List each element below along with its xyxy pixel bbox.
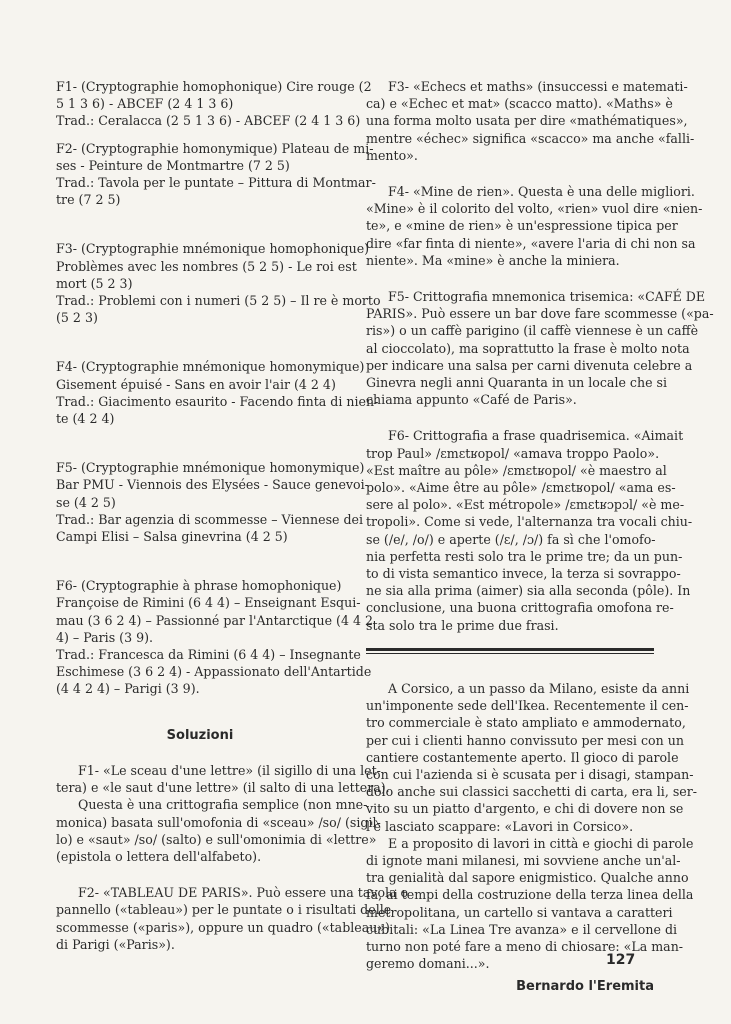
text-line: 4) – Paris (3 9). — [56, 629, 154, 645]
text-line: se (/e/, /o/) e aperte (/ɛ/, /ɔ/) fa sì che l'omofo- — [366, 531, 656, 547]
text-line: Problèmes avec les nombres (5 2 5) - Le roi est — [56, 258, 357, 274]
text-line: F6- Crittografia a frase quadrisemica. «Aimait — [388, 428, 684, 444]
text-line: scommesse («paris»), oppure un quadro («tableau») — [56, 919, 390, 935]
text-line: F2- «TABLEAU DE PARIS». Può essere una tavola o — [78, 885, 409, 901]
article-paragraph-1 — [366, 680, 698, 835]
text-line: sta solo tra le prime due frasi. — [366, 617, 559, 633]
author-signature: Bernardo l'Eremita — [516, 979, 654, 995]
text-line: pannello («tableau») per le puntate o i risultati delle — [56, 902, 392, 918]
text-line: mau (3 6 2 4) – Passionné par l'Antarctique (4 4 2 — [56, 612, 373, 628]
puzzle-f3 — [56, 240, 381, 326]
text-line: te (4 2 4) — [56, 411, 115, 427]
text-line: una forma molto usata per dire «mathématiques», — [366, 113, 688, 129]
text-line: con cui l'azienda si è scusata per i disagi, stampan- — [366, 766, 694, 782]
text-line: F5- Crittografia mnemonica trisemica: «CAFÉ DE — [388, 289, 706, 305]
text-line: chiama appunto «Café de Paris». — [366, 392, 577, 408]
text-line: monica) basata sull'omofonia di «sceau» /so/ (sigil- — [56, 814, 381, 830]
text-line: se (4 2 5) — [56, 494, 116, 510]
text-line: F5- (Cryptographie mnémonique homonymique) — [56, 460, 365, 476]
text-line: vito su un piatto d'argento, e chi di dovere non se — [366, 801, 684, 817]
text-line: F3- (Cryptographie mnémonique homophonique) — [56, 241, 370, 257]
text-line: mento». — [366, 147, 418, 163]
text-line: ca) e «Echec et mat» (scacco matto). «Maths» è — [366, 96, 673, 112]
puzzle-f5 — [56, 459, 369, 545]
text-line: mort (5 2 3) — [56, 275, 133, 291]
text-line: cubitali: «La Linea Tre avanza» e il cervellone di — [366, 921, 678, 937]
text-line: tra genialità dal sapore enigmistico. Qualche anno — [366, 870, 689, 886]
solution-f1 — [56, 762, 390, 865]
text-line: 5 1 3 6) - ABCEF (2 4 1 3 6) — [56, 96, 234, 112]
text-line: di ignote mani milanesi, mi sovviene anche un'al- — [366, 852, 681, 868]
puzzle-f1 — [56, 78, 372, 130]
text-line: Questa è una crittografia semplice (non mne- — [78, 797, 368, 813]
puzzle-f6 — [56, 577, 373, 697]
text-line: tropoli». Come si vede, l'alternanza tra vocali chiu- — [366, 514, 693, 530]
text-line: Trad.: Francesca da Rimini (6 4 4) – Insegnante — [56, 647, 361, 663]
text-line: A Corsico, a un passo da Milano, esiste da anni — [388, 680, 690, 696]
text-line: Campi Elisi – Salsa ginevrina (4 2 5) — [56, 529, 288, 545]
text-line: Gisement épuisé - Sans en avoir l'air (4 2 4) — [56, 376, 336, 392]
text-line: «Est maître au pôle» /ɛmɛtʁopol/ «è maestro al — [366, 462, 667, 478]
text-line: ne sia alla prima (aimer) sia alla seconda (pôle). In — [366, 583, 691, 599]
text-line: te», e «mine de rien» è un'espressione tipica per — [366, 218, 678, 234]
text-line: dire «far finta di niente», «avere l'aria di chi non sa — [366, 235, 696, 251]
text-line: E a proposito di lavori in città e giochi di parole — [388, 835, 694, 851]
text-line: nia perfetta resti solo tra le prime tre; da un pun- — [366, 548, 683, 564]
text-line: un'imponente sede dell'Ikea. Recentemente il cen- — [366, 698, 689, 714]
text-line: F1- (Cryptographie homophonique) Cire rouge (2 — [56, 79, 372, 94]
solution-f4 — [366, 183, 703, 269]
text-line: Trad.: Ceralacca (2 5 1 3 6) - ABCEF (2 4 1 3 6) — [56, 113, 361, 129]
section-divider — [366, 648, 654, 654]
text-line: Trad.: Tavola per le puntate – Pittura di Montmar- — [56, 175, 376, 191]
text-line: Ginevra negli anni Quaranta in un locale che si — [366, 375, 668, 391]
text-line: al cioccolato), ma soprattutto la frase è molto nota — [366, 340, 690, 356]
text-line: F2- (Cryptographie homonymique) Plateau de mi- — [56, 140, 374, 156]
text-line: ris») o un caffè parigino (il caffè viennese è un caffè — [366, 323, 699, 339]
text-line: mentre «échec» significa «scacco» ma anche «falli- — [366, 130, 695, 146]
solution-f3 — [366, 78, 695, 164]
text-line: per cui i clienti hanno convissuto per mesi con un — [366, 732, 684, 748]
text-line: cantiere costantemente aperto. Il gioco di parole — [366, 749, 679, 765]
text-line: «Mine» è il colorito del volto, «rien» vuol dire «nien- — [366, 201, 703, 217]
text-line: Bar PMU - Viennois des Elysées - Sauce genevoi- — [56, 477, 369, 493]
puzzle-f2 — [56, 140, 376, 209]
text-line: trop Paul» /ɛmɛtʁopol/ «amava troppo Paolo». — [366, 445, 660, 461]
text-line: Trad.: Problemi con i numeri (5 2 5) – Il re è morto — [56, 293, 381, 309]
right-column — [366, 78, 714, 996]
text-line: geremo domani...». — [366, 956, 490, 972]
text-line: F4- (Cryptographie mnémonique homonymique) — [56, 359, 365, 375]
text-line: F6- (Cryptographie à phrase homophonique) — [56, 578, 342, 594]
text-line: conclusione, una buona crittografia omofona re- — [366, 600, 674, 616]
text-line: fa, ai tempi della costruzione della terza linea della — [366, 887, 694, 903]
text-line: dolo anche sui classici sacchetti di carta, era li, ser- — [366, 784, 698, 800]
text-line: per indicare una salsa per carni divenuta celebre a — [366, 357, 693, 373]
text-line: Trad.: Bar agenzia di scommesse – Viennese dei — [56, 511, 364, 527]
text-line: l'è lasciato scappare: «Lavori in Corsico». — [366, 818, 634, 834]
text-line: Trad.: Giacimento esaurito - Facendo finta di nien- — [56, 393, 379, 409]
text-line: Eschimese (3 6 2 4) - Appassionato dell'Antartide — [56, 664, 372, 680]
text-line: sere al polo». «Est métropole» /ɛmɛtʁɔpɔl/ «è me- — [366, 497, 685, 513]
text-line: (5 2 3) — [56, 310, 98, 326]
text-line: (epistola o lettera dell'alfabeto). — [56, 848, 262, 864]
text-line: metropolitana, un cartello si vantava a caratteri — [366, 904, 673, 920]
solutions-heading: Soluzioni — [166, 727, 234, 743]
solution-f6 — [366, 427, 693, 633]
text-line: turno non poté fare a meno di chiosare: «La man- — [366, 938, 684, 954]
text-line: tre (7 2 5) — [56, 192, 121, 208]
text-line: to di vista semantico invece, la terza si sovrappo- — [366, 566, 681, 582]
text-line: di Parigi («Paris»). — [56, 936, 175, 952]
text-line: tera) e «le saut d'une lettre» (il salto di una lettera). — [56, 780, 390, 796]
text-line: F3- «Echecs et maths» (insuccessi e matemati- — [388, 79, 688, 94]
text-line: PARIS». Può essere un bar dove fare scommesse («pa- — [366, 306, 714, 322]
text-line: F1- «Le sceau d'une lettre» (il sigillo di una let- — [78, 762, 381, 778]
page-number: 127 — [606, 952, 636, 968]
text-line: F4- «Mine de rien». Questa è una delle migliori. — [388, 184, 695, 200]
text-line: ses - Peinture de Montmartre (7 2 5) — [56, 157, 290, 173]
puzzle-f4 — [56, 358, 379, 427]
text-line: tro commerciale è stato ampliato e ammodernato, — [366, 715, 686, 731]
text-line: (4 4 2 4) – Parigi (3 9). — [56, 681, 200, 697]
solution-f2 — [56, 884, 409, 953]
text-line: polo». «Aime être au pôle» /ɛmɛtʁopol/ «ama es- — [366, 480, 676, 496]
left-column — [56, 78, 409, 953]
solution-f5 — [366, 288, 714, 408]
text-line: niente». Ma «mine» è anche la miniera. — [366, 252, 620, 268]
text-line: lo) e «saut» /so/ (salto) e sull'omonimia di «lettre» — [56, 831, 377, 847]
text-line: Françoise de Rimini (6 4 4) – Enseignant Esqui- — [56, 595, 361, 611]
